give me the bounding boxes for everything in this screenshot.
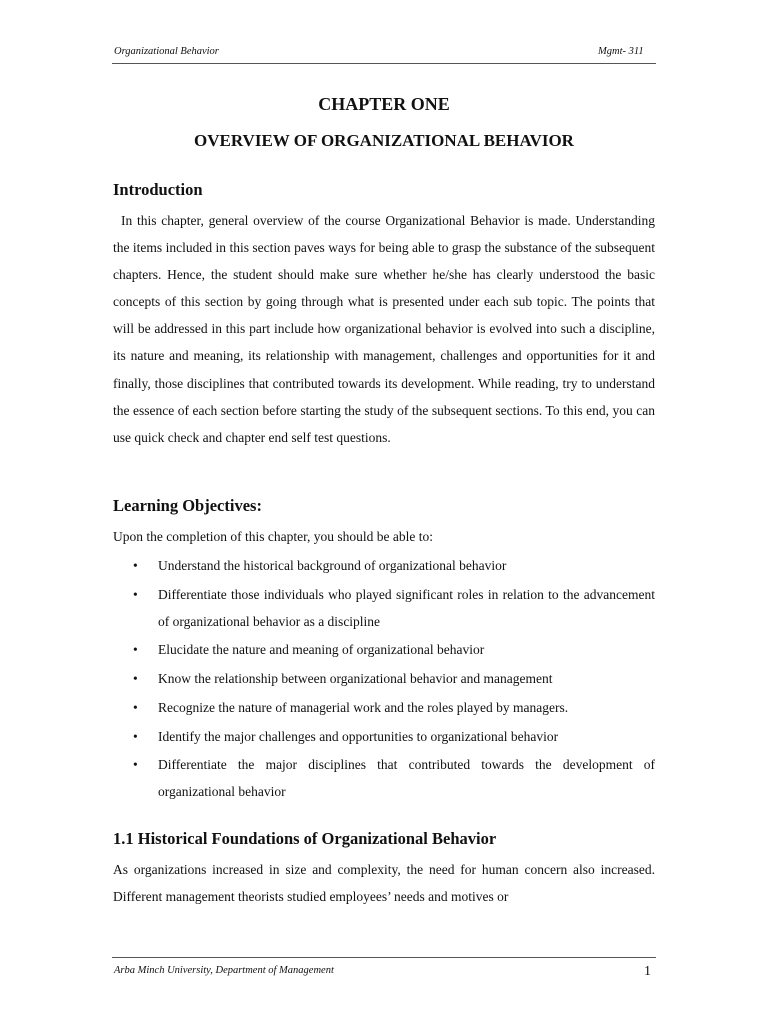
header-course-code: Mgmt- 311 bbox=[598, 46, 644, 57]
objective-text: Identify the major challenges and opportunities to organizational behavior bbox=[158, 728, 559, 744]
header-course-title: Organizational Behavior bbox=[114, 46, 219, 57]
bullet-icon: • bbox=[133, 642, 138, 658]
objective-item bbox=[113, 552, 655, 579]
bullet-icon: • bbox=[133, 671, 138, 687]
footer-divider bbox=[112, 957, 656, 958]
header-divider bbox=[112, 63, 656, 64]
objectives-lead-text: Upon the completion of this chapter, you should be able to: bbox=[113, 529, 434, 544]
section-paragraph: As organizations increased in size and complexity, the need for human concern also increased. Different management theorists studied employees’ needs and motives or bbox=[113, 862, 655, 905]
learning-objectives-heading: Learning Objectives: bbox=[113, 496, 262, 515]
objectives-list bbox=[113, 552, 655, 807]
bullet-icon: • bbox=[133, 728, 138, 744]
section-heading: 1.1 Historical Foundations of Organizational Behavior bbox=[113, 829, 497, 848]
objective-text: Differentiate the major disciplines that contributed towards the development of organizational behavior bbox=[158, 757, 655, 800]
bullet-icon: • bbox=[133, 586, 138, 602]
introduction-heading: Introduction bbox=[113, 180, 203, 199]
objective-item bbox=[113, 581, 655, 635]
objective-text: Elucidate the nature and meaning of organizational behavior bbox=[158, 642, 485, 658]
introduction-paragraph: In this chapter, general overview of the course Organizational Behavior is made. Understanding the items included in this section paves ways for being able to grasp the substance of the subsequent chapters. Hence, the student should make sure whether he/she has clearly understood the basic concepts of this section by going through what is presented under each sub topic. The points that will be addressed in this part include how organizational behavior is evolved into such a discipline, its nature and meaning, its relationship with management, challenges and opportunities for it and finally, those disciplines that contributed towards its development. While reading, try to understand the essence of each section before starting the study of the subsequent sections. To this end, you can use quick check and chapter end self test questions. bbox=[113, 213, 655, 445]
objective-item bbox=[113, 723, 655, 750]
page-number: 1 bbox=[644, 964, 651, 979]
chapter-number: CHAPTER ONE bbox=[318, 94, 450, 114]
objective-text: Recognize the nature of managerial work and the roles played by managers. bbox=[158, 699, 569, 715]
objective-item bbox=[113, 636, 655, 663]
objective-item bbox=[113, 694, 655, 721]
footer-institution: Arba Minch University, Department of Management bbox=[114, 965, 334, 976]
objective-text: Differentiate those individuals who played significant roles in relation to the advancement of organizational behavior as a discipline bbox=[158, 586, 655, 629]
objective-text: Know the relationship between organizational behavior and management bbox=[158, 671, 553, 687]
chapter-title: OVERVIEW OF ORGANIZATIONAL BEHAVIOR bbox=[194, 131, 574, 150]
bullet-icon: • bbox=[133, 558, 138, 573]
objective-item bbox=[113, 751, 655, 805]
bullet-icon: • bbox=[133, 757, 138, 773]
objective-text: Understand the historical background of organizational behavior bbox=[158, 558, 507, 573]
bullet-icon: • bbox=[133, 699, 138, 715]
objective-item bbox=[113, 665, 655, 692]
